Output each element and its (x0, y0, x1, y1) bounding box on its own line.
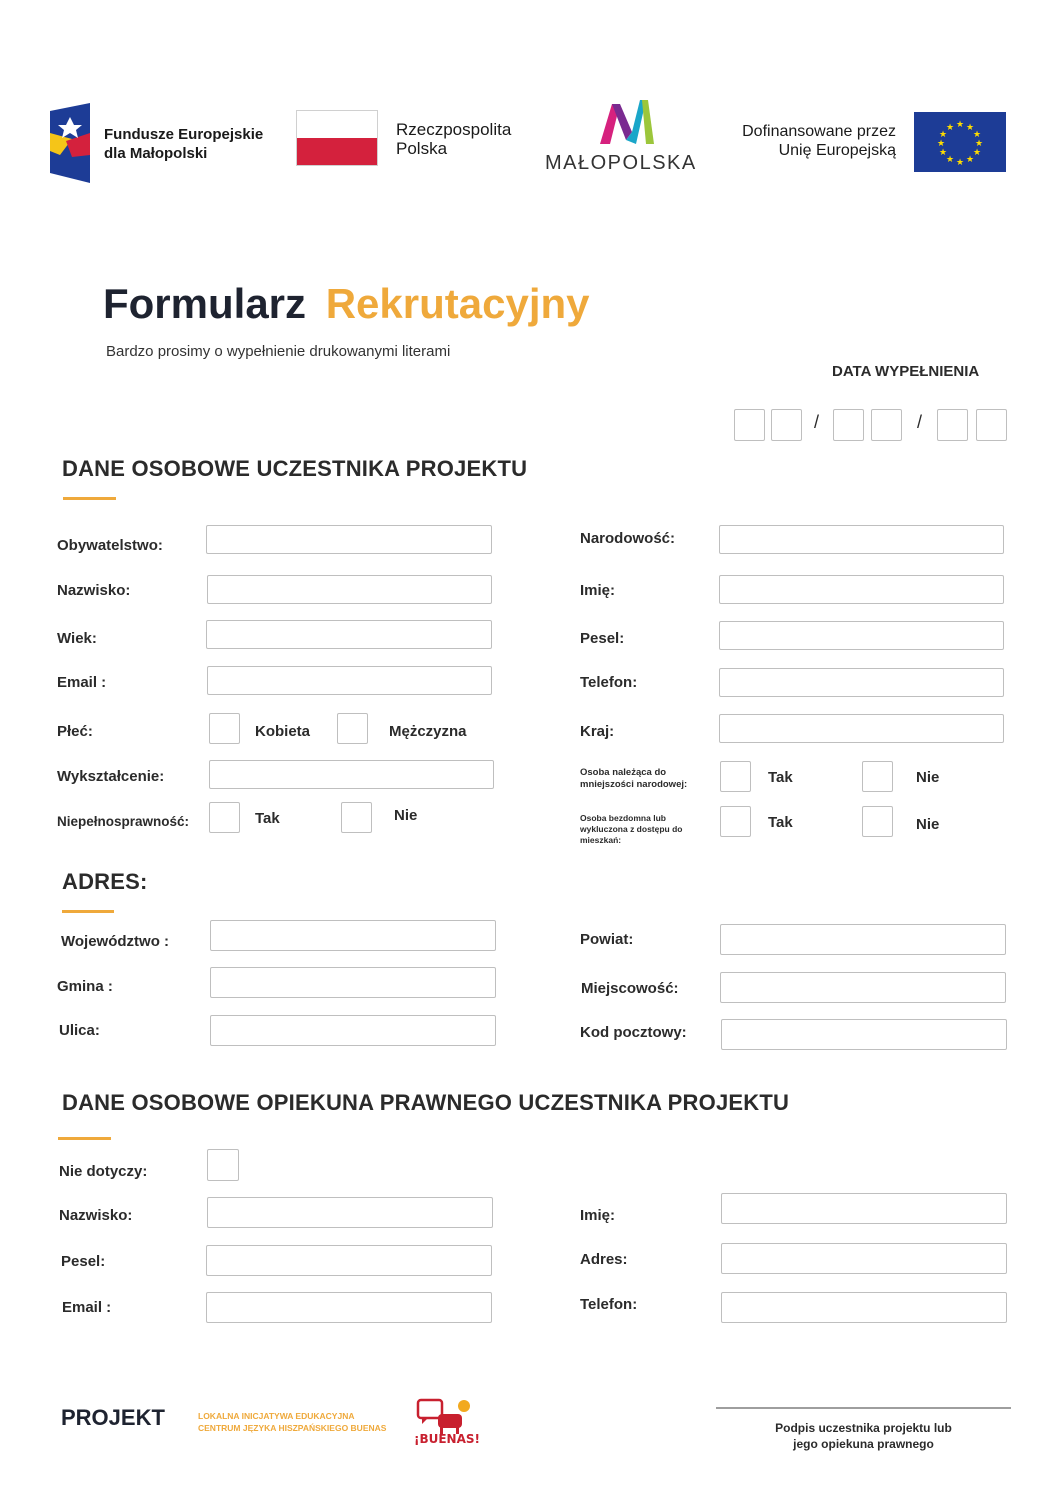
label-plec: Płeć: (57, 723, 93, 740)
bezdomna-tak-checkbox[interactable] (720, 806, 751, 837)
label-wojewodztwo: Województwo : (61, 933, 170, 950)
footer-org-line2: CENTRUM JĘZYKA HISZPAŃSKIEGO BUENAS (198, 1423, 387, 1433)
svg-text:★: ★ (938, 148, 948, 158)
nazwisko-field[interactable] (207, 575, 492, 604)
section-participant-accent (63, 497, 116, 500)
wiek-field[interactable] (206, 620, 492, 649)
signature-line (716, 1407, 1011, 1409)
niepelnosprawnosc-nie-checkbox[interactable] (341, 802, 372, 833)
fe-logo-line2: dla Małopolski (104, 145, 208, 162)
svg-text:★: ★ (955, 158, 965, 168)
date-month-1[interactable] (833, 409, 864, 441)
title-part1: Formularz (103, 280, 307, 327)
fe-logo-line1: Fundusze Europejskie (104, 126, 264, 143)
label-email: Email : (57, 674, 107, 691)
fe-logo (50, 103, 280, 183)
mniejszosc-tak-label: Tak (768, 769, 793, 786)
section-participant-heading: DANE OSOBOWE UCZESTNIKA PROJEKTU (62, 456, 528, 481)
telefon-field[interactable] (719, 668, 1004, 697)
bezdomna-nie-checkbox[interactable] (862, 806, 893, 837)
footer-projekt: PROJEKT (61, 1405, 165, 1430)
label-niepelnosprawnosc: Niepełnosprawność: (57, 814, 190, 829)
kobieta-checkbox[interactable] (209, 713, 240, 744)
signature-caption-line1: Podpis uczestnika projektu lub (775, 1421, 952, 1435)
label-pesel: Pesel: (580, 630, 625, 647)
label-guardian-telefon: Telefon: (580, 1296, 638, 1313)
guardian-pesel-field[interactable] (206, 1245, 492, 1276)
label-mniejszosc: Osoba należąca do mniejszości narodowej: (580, 767, 688, 790)
guardian-nazwisko-field[interactable] (207, 1197, 493, 1228)
obywatelstwo-field[interactable] (206, 525, 492, 554)
malopolska-m-icon (598, 96, 658, 146)
powiat-field[interactable] (720, 924, 1006, 955)
date-separator-1: / (814, 412, 820, 432)
eu-logo-line2: Unię Europejską (778, 142, 896, 159)
malopolska-text: MAŁOPOLSKA (545, 152, 697, 174)
pesel-field[interactable] (719, 621, 1004, 650)
svg-text:★: ★ (936, 139, 946, 149)
label-wiek: Wiek: (57, 630, 97, 647)
date-month-2[interactable] (871, 409, 902, 441)
eu-logo-line1: Dofinansowane przez (742, 123, 896, 140)
malopolska-logo (545, 96, 707, 176)
date-day-2[interactable] (771, 409, 802, 441)
date-day-1[interactable] (734, 409, 765, 441)
gmina-field[interactable] (210, 967, 496, 998)
guardian-email-field[interactable] (206, 1292, 492, 1323)
section-address-accent (62, 910, 114, 913)
guardian-telefon-field[interactable] (721, 1292, 1007, 1323)
kobieta-label: Kobieta (255, 723, 311, 740)
label-bezdomna: Osoba bezdomna lub wykluczona z dostępu do mieszkań: (580, 813, 683, 845)
label-narodowosc: Narodowość: (580, 530, 676, 547)
signature-caption (716, 1420, 1011, 1452)
kraj-field[interactable] (719, 714, 1004, 743)
section-guardian-heading: DANE OSOBOWE OPIEKUNA PRAWNEGO UCZESTNIKA PROJEKTU (62, 1090, 790, 1115)
label-kraj: Kraj: (580, 723, 615, 740)
buenas-speech-bubble-icon (414, 1396, 474, 1436)
subtitle: Bardzo prosimy o wypełnienie drukowanymi literami (106, 343, 451, 360)
bezdomna-tak-label: Tak (768, 814, 793, 831)
nie-dotyczy-checkbox[interactable] (207, 1149, 239, 1181)
date-separator-2: / (917, 412, 923, 432)
niepelnosprawnosc-tak-label: Tak (255, 810, 280, 827)
label-nazwisko: Nazwisko: (57, 582, 131, 599)
guardian-imie-field[interactable] (721, 1193, 1007, 1224)
svg-text:★: ★ (972, 148, 982, 158)
signature-caption-line2: jego opiekuna prawnego (793, 1437, 934, 1451)
svg-text:★: ★ (955, 120, 965, 130)
label-imie: Imię: (580, 582, 616, 599)
rp-logo-line2: Polska (396, 139, 448, 158)
eu-flag-icon (914, 112, 1006, 172)
kod-pocztowy-field[interactable] (721, 1019, 1007, 1050)
label-guardian-imie: Imię: (580, 1207, 616, 1224)
svg-text:★: ★ (945, 155, 955, 165)
wyksztalcenie-field[interactable] (209, 760, 494, 789)
date-label: DATA WYPEŁNIENIA (832, 363, 980, 380)
mniejszosc-nie-checkbox[interactable] (862, 761, 893, 792)
label-kod-pocztowy: Kod pocztowy: (580, 1024, 687, 1041)
label-guardian-adres: Adres: (580, 1251, 628, 1268)
buenas-logo-text: ¡BUENAS! (414, 1432, 481, 1446)
pl-flag-icon (296, 110, 378, 166)
label-nie-dotyczy: Nie dotyczy: (59, 1163, 148, 1180)
email-field[interactable] (207, 666, 492, 695)
label-powiat: Powiat: (580, 931, 634, 948)
label-ulica: Ulica: (59, 1022, 100, 1039)
section-guardian-accent (58, 1137, 111, 1140)
label-guardian-pesel: Pesel: (61, 1253, 106, 1270)
imie-field[interactable] (719, 575, 1004, 604)
date-year-2[interactable] (976, 409, 1007, 441)
ulica-field[interactable] (210, 1015, 496, 1046)
narodowosc-field[interactable] (719, 525, 1004, 554)
niepelnosprawnosc-tak-checkbox[interactable] (209, 802, 240, 833)
label-guardian-email: Email : (62, 1299, 112, 1316)
svg-text:★: ★ (974, 139, 984, 149)
footer-org (198, 1410, 386, 1434)
label-obywatelstwo: Obywatelstwo: (57, 537, 163, 554)
title-part2: Rekrutacyjny (325, 280, 590, 327)
niepelnosprawnosc-nie-label: Nie (394, 807, 418, 824)
label-guardian-nazwisko: Nazwisko: (59, 1207, 133, 1224)
svg-text:★: ★ (945, 123, 955, 133)
svg-text:★: ★ (965, 155, 975, 165)
mezczyzna-label: Mężczyzna (389, 723, 467, 740)
guardian-adres-field[interactable] (721, 1243, 1007, 1274)
svg-text:★: ★ (972, 130, 982, 140)
fe-logo-icon (50, 103, 92, 183)
date-year-1[interactable] (937, 409, 968, 441)
mniejszosc-nie-label: Nie (916, 769, 940, 786)
label-miejscowosc: Miejscowość: (581, 980, 679, 997)
miejscowosc-field[interactable] (720, 972, 1006, 1003)
wojewodztwo-field[interactable] (210, 920, 496, 951)
footer-org-line1: LOKALNA INICJATYWA EDUKACYJNA (198, 1411, 355, 1421)
svg-text:★: ★ (938, 130, 948, 140)
mniejszosc-tak-checkbox[interactable] (720, 761, 751, 792)
rp-logo-line1: Rzeczpospolita (396, 120, 512, 139)
buenas-logo (414, 1396, 481, 1452)
section-address-heading: ADRES: (62, 869, 148, 894)
bezdomna-nie-label: Nie (916, 816, 940, 833)
label-gmina: Gmina : (57, 978, 113, 995)
svg-text:★: ★ (965, 123, 975, 133)
label-telefon: Telefon: (580, 674, 638, 691)
page-title (103, 280, 590, 328)
mezczyzna-checkbox[interactable] (337, 713, 368, 744)
label-wyksztalcenie: Wykształcenie: (57, 768, 165, 785)
